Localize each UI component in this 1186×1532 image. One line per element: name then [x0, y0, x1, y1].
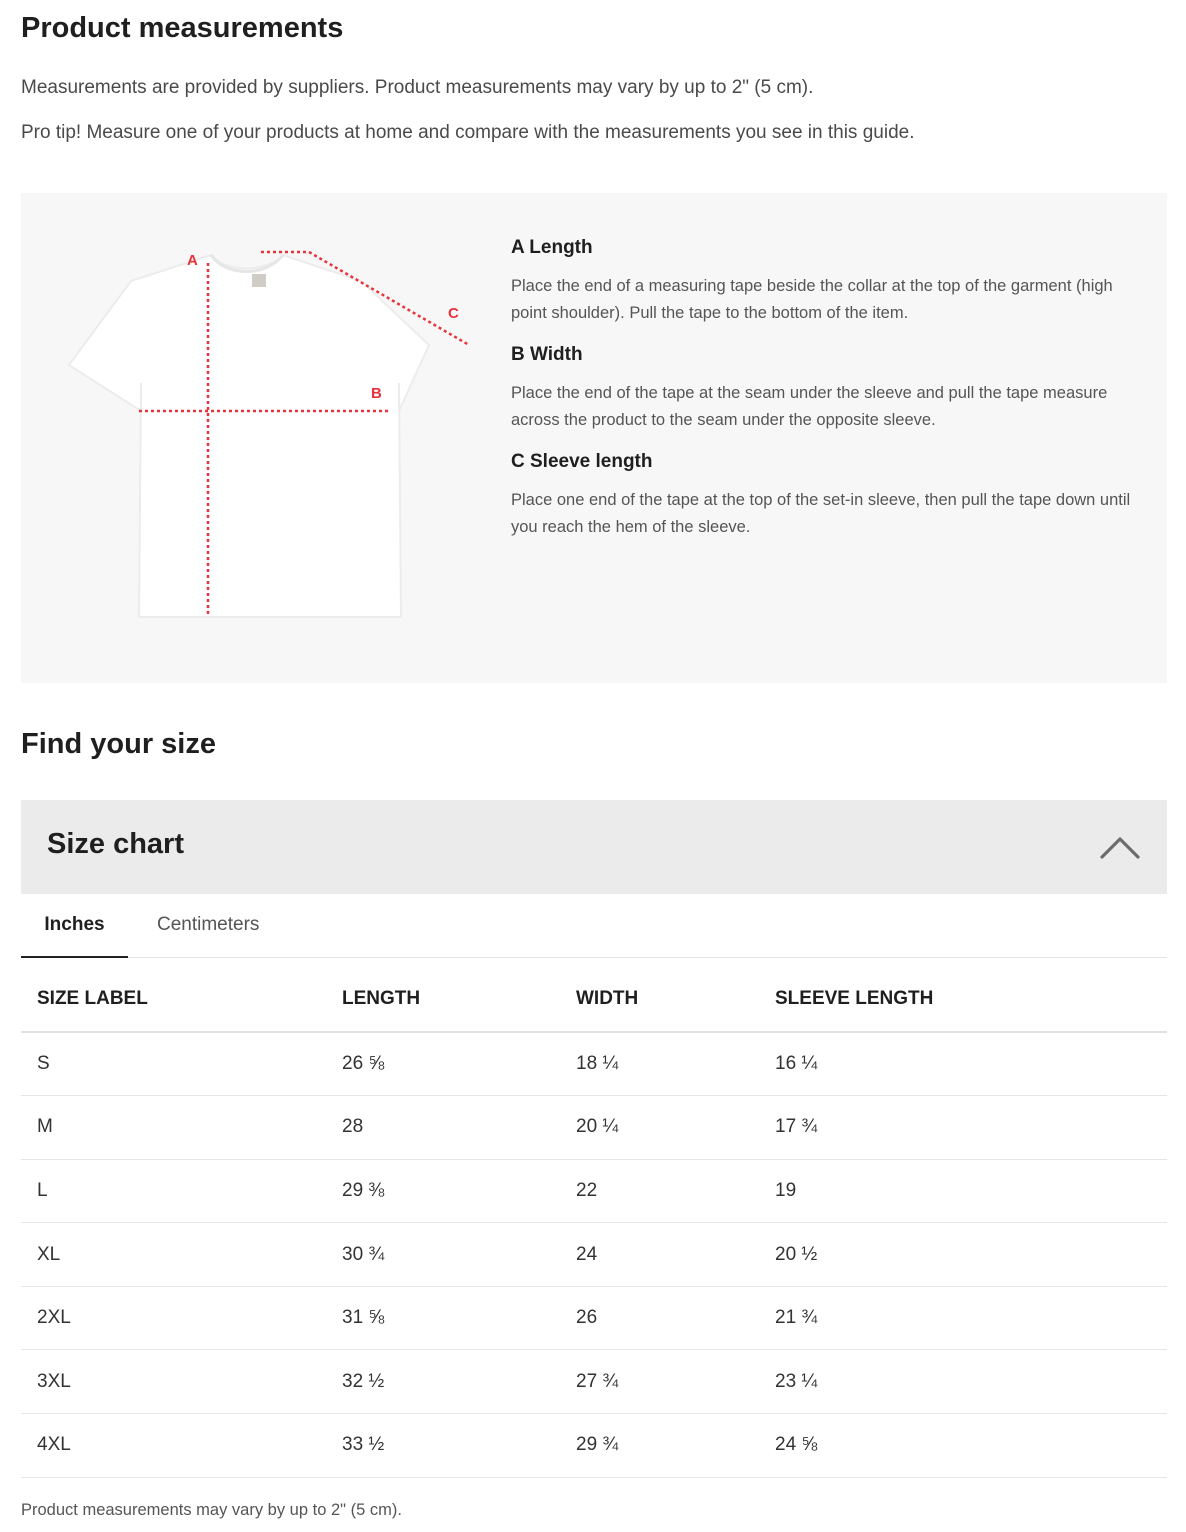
label-c: C [448, 305, 459, 322]
table-cell: M [21, 1096, 326, 1160]
table-cell: 20 ¼ [560, 1096, 759, 1160]
measurement-item [511, 237, 1131, 327]
table-row [21, 1414, 1167, 1478]
label-b: B [371, 385, 382, 402]
table-cell: S [21, 1032, 326, 1096]
table-row [21, 1159, 1167, 1223]
table-cell: 31 ⅝ [326, 1286, 560, 1350]
tshirt-icon [69, 255, 429, 617]
column-header: SLEEVE LENGTH [759, 966, 1167, 1032]
table-cell: 29 ¾ [560, 1414, 759, 1478]
measurement-guide [21, 193, 1167, 683]
size-table [21, 966, 1167, 1478]
table-header-row [21, 966, 1167, 1032]
measurement-item [511, 451, 1131, 541]
tab-centimeters[interactable]: Centimeters [157, 914, 260, 935]
table-row [21, 1286, 1167, 1350]
find-size-title: Find your size [21, 728, 216, 760]
size-chart-title: Size chart [47, 828, 184, 860]
table-cell: 17 ¾ [759, 1096, 1167, 1160]
table-cell: 33 ½ [326, 1414, 560, 1478]
measurement-heading: C Sleeve length [511, 451, 653, 472]
table-cell: 16 ¼ [759, 1032, 1167, 1096]
measurement-heading: B Width [511, 344, 583, 365]
table-cell: L [21, 1159, 326, 1223]
column-header: WIDTH [560, 966, 759, 1032]
intro-text: Measurements are provided by suppliers. Product measurements may vary by up to 2" (5 cm). [21, 77, 814, 98]
table-cell: 26 ⅝ [326, 1032, 560, 1096]
measurement-description: Place the end of the tape at the seam under the sleeve and pull the tape measure across the product to the seam under the opposite sleeve. [511, 384, 1108, 429]
pro-tip-text: Pro tip! Measure one of your products at home and compare with the measurements you see in this guide. [21, 122, 915, 143]
tshirt-diagram [61, 233, 481, 633]
measurement-heading: A Length [511, 237, 593, 258]
chevron-up-icon[interactable] [1099, 830, 1141, 862]
table-cell: 22 [560, 1159, 759, 1223]
tab-inches[interactable]: Inches [21, 914, 128, 958]
footnote: Product measurements may vary by up to 2" (5 cm). [21, 1501, 402, 1519]
table-cell: 20 ½ [759, 1223, 1167, 1287]
label-a: A [187, 252, 198, 269]
table-cell: XL [21, 1223, 326, 1287]
table-row [21, 1350, 1167, 1414]
page-title: Product measurements [21, 12, 344, 44]
table-cell: 3XL [21, 1350, 326, 1414]
table-cell: 28 [326, 1096, 560, 1160]
table-row [21, 1223, 1167, 1287]
table-cell: 32 ½ [326, 1350, 560, 1414]
table-cell: 30 ¾ [326, 1223, 560, 1287]
table-cell: 19 [759, 1159, 1167, 1223]
neck-label [252, 274, 266, 287]
table-cell: 24 [560, 1223, 759, 1287]
measurement-item [511, 344, 1131, 434]
measurement-description: Place the end of a measuring tape beside the collar at the top of the garment (high point shoulder). Pull the tape to the bottom of the item. [511, 277, 1113, 322]
size-chart-accordion-header[interactable] [21, 800, 1167, 894]
measurement-description: Place one end of the tape at the top of the set-in sleeve, then pull the tape down until you reach the hem of the sleeve. [511, 491, 1131, 536]
table-cell: 24 ⅝ [759, 1414, 1167, 1478]
table-cell: 26 [560, 1286, 759, 1350]
unit-tabs [21, 894, 1167, 958]
table-row [21, 1032, 1167, 1096]
table-cell: 4XL [21, 1414, 326, 1478]
table-cell: 27 ¾ [560, 1350, 759, 1414]
column-header: SIZE LABEL [21, 966, 326, 1032]
table-cell: 2XL [21, 1286, 326, 1350]
table-cell: 23 ¼ [759, 1350, 1167, 1414]
column-header: LENGTH [326, 966, 560, 1032]
table-cell: 21 ¾ [759, 1286, 1167, 1350]
table-row [21, 1096, 1167, 1160]
table-cell: 29 ⅜ [326, 1159, 560, 1223]
measurement-instructions [511, 237, 1131, 558]
table-cell: 18 ¼ [560, 1032, 759, 1096]
